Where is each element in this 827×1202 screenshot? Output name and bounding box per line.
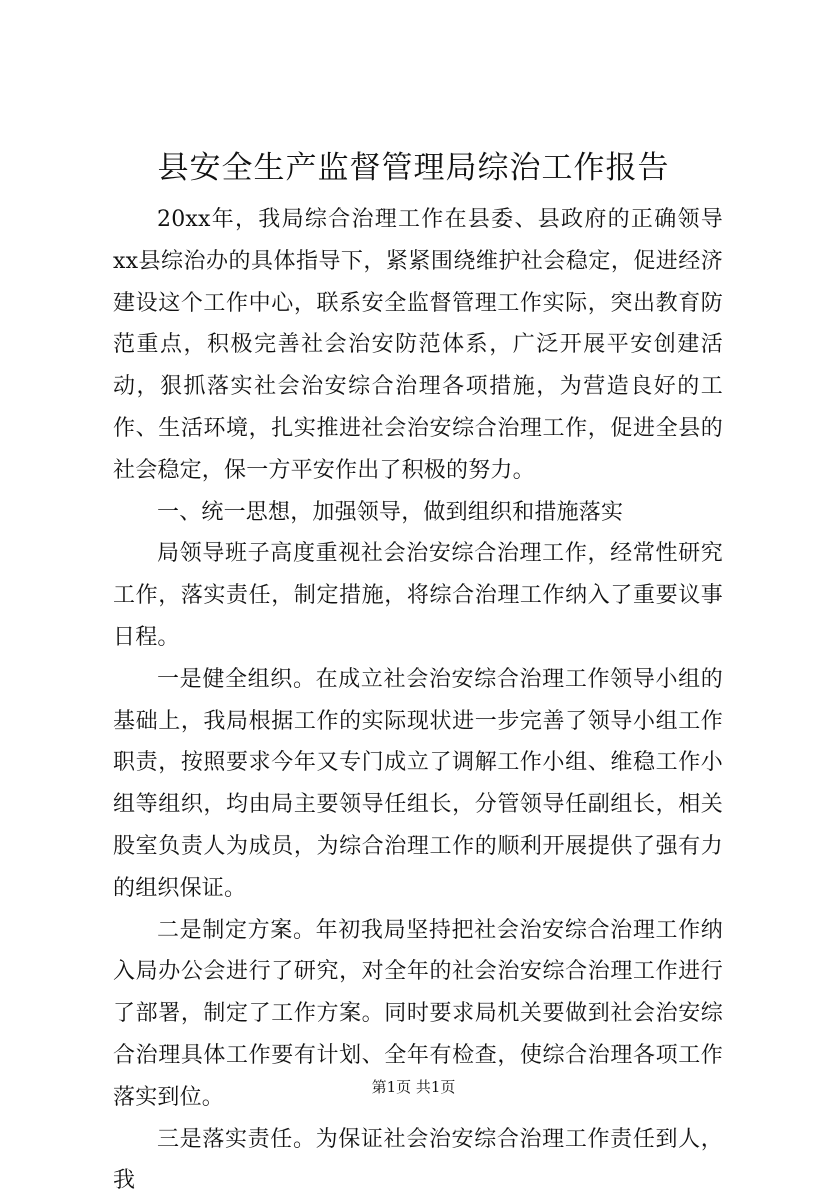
section-heading-1: 一、统一思想，加强领导，做到组织和措施落实	[157, 499, 624, 525]
document-body	[113, 199, 723, 1202]
paragraph-intro: 20xx年，我局综合治理工作在县委、县政府的正确领导xx县综治办的具体指导下，紧紧围绕维护社会稳定，促进经济建设这个工作中心，联系安全监督管理工作实际，突出教育防范重点，积极完善社会治安防范体系，广泛开展平安创建活动，狠抓落实社会治安综合治理各项措施，为营造良好的工作、生活环境，扎实推进社会治安综合治理工作，促进全县的社会稳定，保一方平安作出了积极的努力。	[113, 207, 723, 483]
page-number-footer: 第1页 共1页	[371, 1078, 456, 1096]
paragraph-leadership: 局领导班子高度重视社会治安综合治理工作，经常性研究工作，落实责任，制定措施，将综合治理工作纳入了重要议事日程。	[113, 541, 723, 650]
document-title: 县安全生产监督管理局综治工作报告	[157, 150, 670, 186]
paragraph-plan: 二是制定方案。年初我局坚持把社会治安综合治理工作纳入局办公会进行了研究，对全年的社会治安综合治理工作进行了部署，制定了工作方案。同时要求局机关要做到社会治安综合治理具体工作要有计划、全年有检查，使综合治理各项工作落实到位。	[113, 917, 723, 1110]
paragraph-organization: 一是健全组织。在成立社会治安综合治理工作领导小组的基础上，我局根据工作的实际现状进一步完善了领导小组工作职责，按照要求今年又专门成立了调解工作小组、维稳工作小组等组织，均由局主要领导任组长，分管领导任副组长，相关股室负责人为成员，为综合治理工作的顺利开展提供了强有力的组织保证。	[113, 666, 723, 901]
paragraph-responsibility: 三是落实责任。为保证社会治安综合治理工作责任到人，我	[113, 1126, 723, 1194]
